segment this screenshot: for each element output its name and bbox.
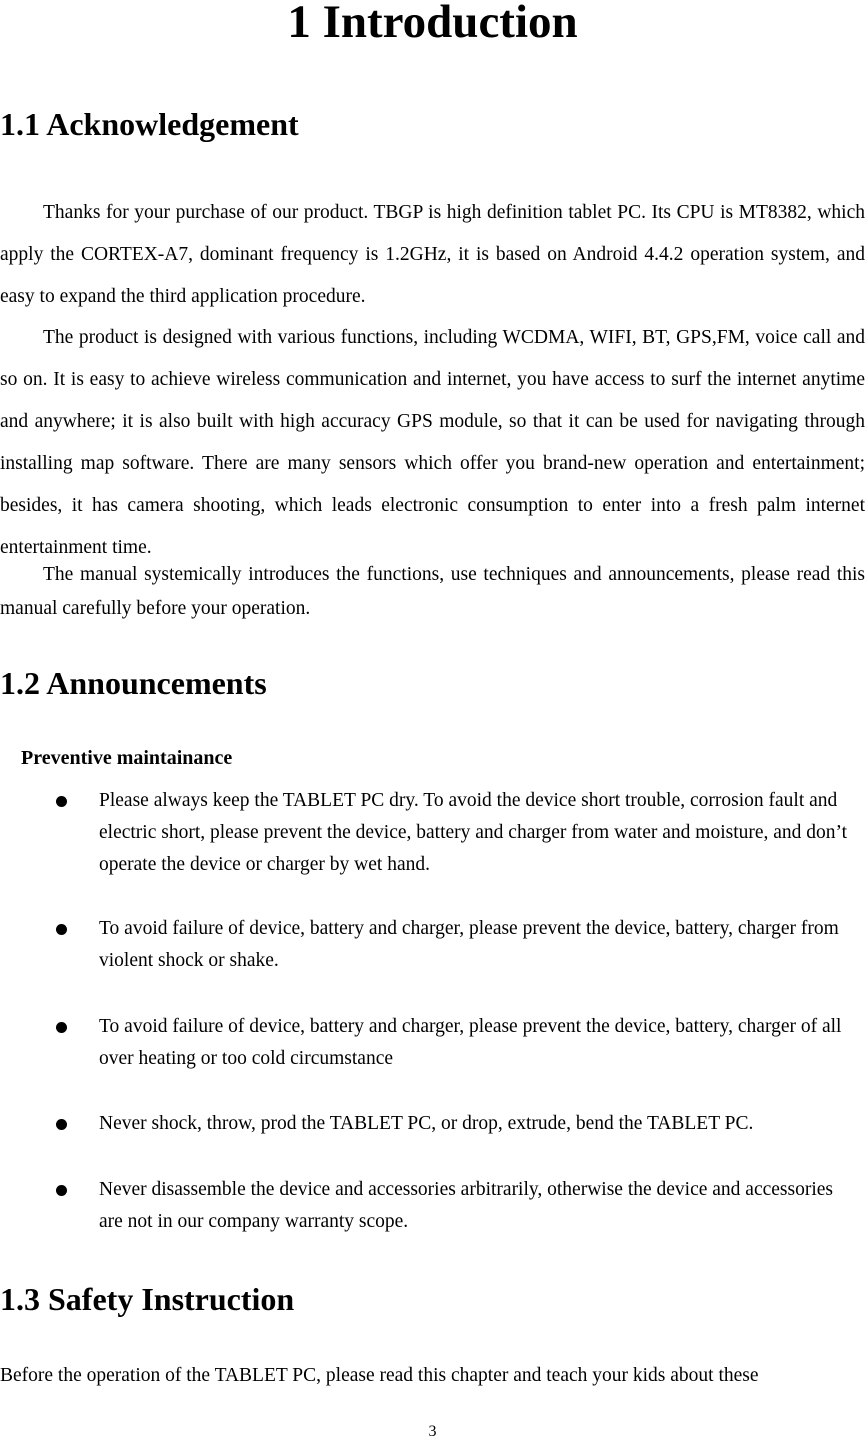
- bullet-icon: [56, 796, 67, 807]
- list-item-text: Never shock, throw, prod the TABLET PC, or drop, extrude, bend the TABLET PC.: [99, 1113, 754, 1134]
- list-item-text: Never disassemble the device and accessories arbitrarily, otherwise the device and accessories are not in our company warranty scope.: [99, 1179, 834, 1232]
- list-item: [0, 913, 865, 977]
- list-item-text: To avoid failure of device, battery and charger, please prevent the device, battery, charger of all over heating or too cold circumstance: [99, 1016, 842, 1069]
- section-heading-acknowledgement: 1.1 Acknowledgement: [0, 106, 299, 142]
- bullet-icon: [56, 924, 67, 935]
- list-item: [0, 785, 865, 881]
- bullet-icon: [56, 1185, 67, 1196]
- acknowledgement-paragraph-3: The manual systemically introduces the functions, use techniques and announcements, please read this manual carefully before your operation.: [0, 564, 865, 619]
- page-number: 3: [428, 1423, 437, 1440]
- list-item: [0, 1108, 865, 1140]
- list-item-text: To avoid failure of device, battery and charger, please prevent the device, battery, charger from violent shock or shake.: [99, 918, 839, 971]
- section-heading-safety: 1.3 Safety Instruction: [0, 1281, 295, 1317]
- acknowledgement-paragraph-2: The product is designed with various functions, including WCDMA, WIFI, BT, GPS,FM, voice call and so on. It is easy to achieve wireless communication and internet, you have access to surf the internet anytime and anywhere; it is also built with high accuracy GPS module, so that it can be used for navigating through installing map software. There are many sensors which offer you brand-new operation and entertainment; besides, it has camera shooting, which leads electronic consumption to enter into a fresh palm internet entertainment time.: [0, 327, 865, 558]
- section-heading-announcements: 1.2 Announcements: [0, 665, 267, 701]
- safety-paragraph-1: Before the operation of the TABLET PC, please read this chapter and teach your kids about these: [0, 1365, 759, 1386]
- page-title: 1 Introduction: [287, 0, 578, 48]
- list-item-text: Please always keep the TABLET PC dry. To avoid the device short trouble, corrosion fault and electric short, please prevent the device, battery and charger from water and moisture, and don’t operate the device or charger by wet hand.: [99, 790, 848, 875]
- list-item: [0, 1174, 865, 1238]
- list-item: [0, 1011, 865, 1075]
- subheading-preventive-maintainance: Preventive maintainance: [21, 747, 233, 769]
- bullet-icon: [56, 1022, 67, 1033]
- bullet-icon: [56, 1119, 67, 1130]
- acknowledgement-paragraph-1: Thanks for your purchase of our product. TBGP is high definition tablet PC. Its CPU is MT8382, which apply the CORTEX-A7, dominant frequency is 1.2GHz, it is based on Android 4.4.2 operation system, and easy to expand the third application procedure.: [0, 202, 865, 307]
